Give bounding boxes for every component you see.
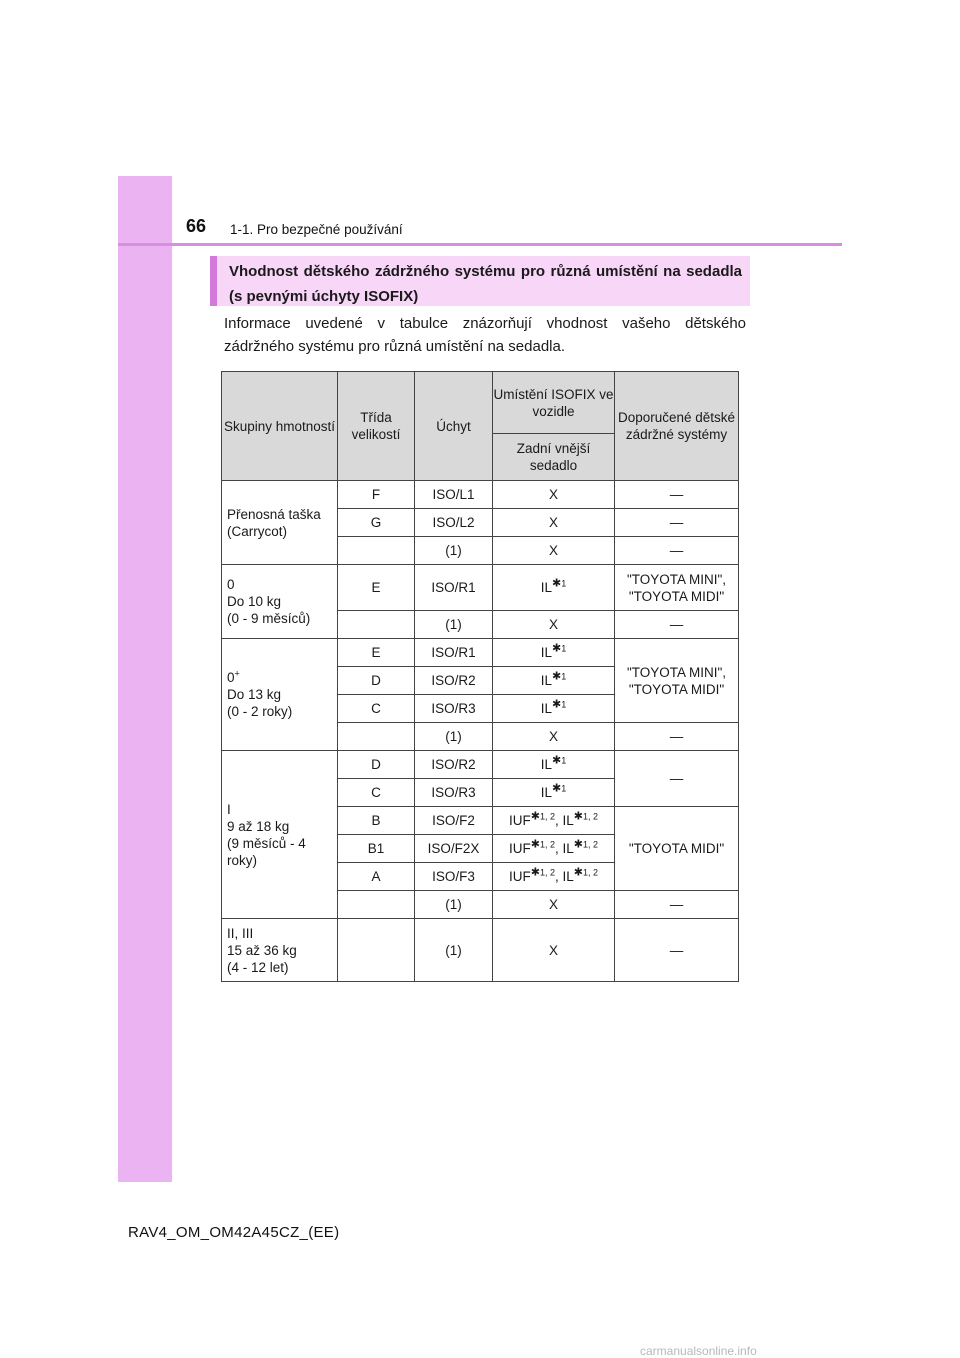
header-fixture: Úchyt (415, 372, 493, 481)
group-weight: Do 10 kg (227, 594, 282, 609)
cell-recommended: — (615, 919, 739, 982)
cell-size: A (338, 863, 415, 891)
header-rule (118, 243, 842, 246)
cell-size: E (338, 639, 415, 667)
cell-suitability: $IL^{✱1}$ (493, 667, 615, 695)
cell-size: D (338, 751, 415, 779)
cell-suitability: $IL^{✱1}$ (493, 779, 615, 807)
cell-fixture: (1) (415, 537, 493, 565)
group-name: 0 (227, 577, 235, 592)
cell-recommended: — (615, 537, 739, 565)
cell-size (338, 919, 415, 982)
cell-fixture: ISO/R2 (415, 751, 493, 779)
cell-size: E (338, 565, 415, 611)
group-carrycot: Přenosná taška (Carrycot) (222, 481, 338, 565)
intro-paragraph: Informace uvedené v tabulce znázorňují vhodnost vašeho dětského zádržného systému pro různá umístění na sedadla. (224, 315, 746, 355)
group-weight: 15 až 36 kg (227, 942, 297, 958)
header-isofix-position: Umístění ISOFIX ve vozidle (493, 372, 615, 434)
cell-size: C (338, 779, 415, 807)
table-row (222, 919, 739, 982)
table-row (222, 481, 739, 509)
cell-recommended: "TOYOTA MINI", "TOYOTA MIDI" (615, 639, 739, 723)
cell-fixture: ISO/F2X (415, 835, 493, 863)
cell-fixture: (1) (415, 919, 493, 982)
cell-fixture: ISO/F2 (415, 807, 493, 835)
cell-fixture: (1) (415, 891, 493, 919)
cell-fixture: (1) (415, 723, 493, 751)
cell-suitability: X (493, 891, 615, 919)
footer-code: RAV4_OM_OM42A45CZ_(EE) (128, 1224, 340, 1241)
group-name: II, III (227, 925, 254, 941)
chapter-title: 1-1. Pro bezpečné používání (230, 222, 403, 237)
cell-fixture: ISO/L2 (415, 509, 493, 537)
group-0-plus (222, 639, 338, 751)
cell-recommended: — (615, 723, 739, 751)
cell-size (338, 891, 415, 919)
header-size-class: Třída velikostí (338, 372, 415, 481)
cell-suitability: X (493, 723, 615, 751)
isofix-table (221, 371, 739, 982)
header-rear-outboard: Zadní vnější sedadlo (493, 434, 615, 481)
table-row (222, 751, 739, 779)
cell-fixture: ISO/R2 (415, 667, 493, 695)
page-number: 66 (186, 216, 207, 236)
cell-size: C (338, 695, 415, 723)
group-2-3 (222, 919, 338, 982)
cell-size (338, 537, 415, 565)
cell-recommended: — (615, 611, 739, 639)
group-age: (4 - 12 let) (227, 959, 289, 975)
cell-suitability: X (493, 611, 615, 639)
cell-size: F (338, 481, 415, 509)
cell-size: G (338, 509, 415, 537)
cell-size (338, 723, 415, 751)
cell-suitability: X (493, 919, 615, 982)
cell-recommended: — (615, 751, 739, 807)
cell-suitability: X (493, 509, 615, 537)
group-weight: 9 až 18 kg (227, 818, 290, 834)
side-tab-bar (118, 176, 172, 1182)
cell-size: B (338, 807, 415, 835)
header-recommended: Doporučené dětské zádržné systémy (615, 372, 739, 481)
group-0 (222, 565, 338, 639)
group-age: (9 měsíců - 4 roky) (227, 835, 306, 868)
cell-suitability: $IL^{✱1}$ (493, 565, 615, 611)
cell-suitability: $IL^{✱1}$ (493, 639, 615, 667)
cell-size: D (338, 667, 415, 695)
header-group: Skupiny hmotností (222, 372, 338, 481)
cell-suitability: $IL^{✱1}$ (493, 695, 615, 723)
watermark: carmanualsonline.info (640, 1344, 757, 1358)
cell-recommended: — (615, 891, 739, 919)
cell-recommended: "TOYOTA MIDI" (615, 807, 739, 891)
cell-fixture: ISO/R1 (415, 639, 493, 667)
cell-suitability: $IL^{✱1}$ (493, 751, 615, 779)
section-title: Vhodnost dětského zádržného systému pro různá umístění na sedadla (s pevnými úchyty ISOFIX) (229, 263, 742, 305)
cell-suitability: X (493, 481, 615, 509)
group-name: 0+ (227, 668, 240, 685)
table-row (222, 639, 739, 667)
cell-recommended: — (615, 481, 739, 509)
cell-recommended: "TOYOTA MINI", "TOYOTA MIDI" (615, 565, 739, 611)
cell-fixture: ISO/L1 (415, 481, 493, 509)
table-row (222, 565, 739, 611)
cell-fixture: ISO/F3 (415, 863, 493, 891)
cell-size: B1 (338, 835, 415, 863)
group-weight: Do 13 kg (227, 687, 282, 702)
group-age: (0 - 2 roky) (227, 704, 293, 719)
group-name: I (227, 801, 231, 817)
cell-fixture: ISO/R1 (415, 565, 493, 611)
cell-size (338, 611, 415, 639)
cell-suitability: X (493, 537, 615, 565)
cell-suitability: $IUF^{✱1, 2}$, $IL^{✱1, 2}$ (493, 863, 615, 891)
cell-fixture: (1) (415, 611, 493, 639)
section-callout (210, 256, 750, 306)
group-age: (0 - 9 měsíců) (227, 611, 311, 626)
cell-recommended: — (615, 509, 739, 537)
table-header-row (222, 372, 739, 434)
cell-fixture: ISO/R3 (415, 779, 493, 807)
cell-fixture: ISO/R3 (415, 695, 493, 723)
group-1 (222, 751, 338, 919)
cell-suitability: $IUF^{✱1, 2}$, $IL^{✱1, 2}$ (493, 835, 615, 863)
cell-suitability: $IUF^{✱1, 2}$, $IL^{✱1, 2}$ (493, 807, 615, 835)
